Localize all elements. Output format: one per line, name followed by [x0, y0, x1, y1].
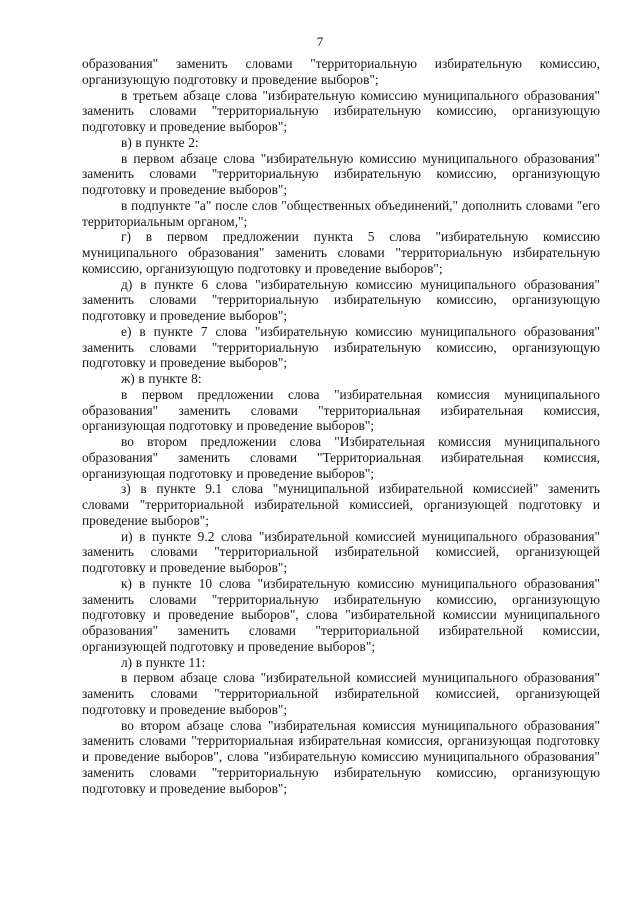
paragraph: и) в пункте 9.2 слова "избирательной комиссией муниципального образования" заменить словами "территориальной избирательной комиссией, организующей подготовку и проведение выборов";	[82, 528, 600, 575]
paragraph: в третьем абзаце слова "избирательную комиссию муниципального образования" заменить словами "территориальную избирательную комиссию, организующую подготовку и проведение выборов";	[82, 87, 600, 134]
document-body	[82, 56, 600, 796]
paragraph: д) в пункте 6 слова "избирательную комиссию муниципального образования" заменить словами "территориальную избирательную комиссию, организующую подготовку и проведение выборов";	[82, 276, 600, 323]
page-number: 7	[316, 34, 324, 49]
paragraph: г) в первом предложении пункта 5 слова "избирательную комиссию муниципального образования" заменить словами "территориальную избирательную комиссию, организующую подготовку и проведение выборов";	[82, 229, 600, 276]
paragraph: в) в пункте 2:	[121, 134, 199, 150]
paragraph: з) в пункте 9.1 слова "муниципальной избирательной комиссией" заменить словами "территориальной избирательной комиссией, организующей подготовку и проведение выборов";	[82, 481, 600, 528]
paragraph: во втором предложении слова "Избирательная комиссия муниципального образования" заменить словами "Территориальная избирательная комиссия, организующая подготовку и проведение выборов";	[82, 434, 600, 481]
paragraph: в подпункте "а" после слов "общественных объединений," дополнить словами "его территориальным органом,";	[82, 197, 600, 229]
paragraph: в первом абзаце слова "избирательной комиссией муниципального образования" заменить словами "территориальной избирательной комиссией, организующей подготовку и проведение выборов";	[82, 670, 600, 717]
paragraph: в первом предложении слова "избирательная комиссия муниципального образования" заменить словами "территориальная избирательная комиссия, организующая подготовку и проведение выборов";	[82, 386, 600, 434]
paragraph: образования" заменить словами "территориальную избирательную комиссию, организующую подготовку и проведение выборов";	[82, 56, 600, 87]
paragraph: к) в пункте 10 слова "избирательную комиссию муниципального образования" заменить словами "территориальную избирательную комиссию, организующую подготовку и проведение выборов", слова "избирательной комиссии муниципального образования" заменить словами "территориальной избирательной комиссии, организующей подготовку и проведение выборов";	[82, 575, 600, 654]
paragraph: ж) в пункте 8:	[121, 371, 202, 386]
paragraph: е) в пункте 7 слова "избирательную комиссию муниципального образования" заменить словами "территориальную избирательную комиссию, организующую подготовку и проведение выборов";	[82, 323, 600, 371]
paragraph: л) в пункте 11:	[121, 654, 206, 670]
paragraph: во втором абзаце слова "избирательная комиссия муниципального образования" заменить словами "территориальная избирательная комиссия, организующая подготовку и проведение выборов", слова "избирательную комиссию муниципального образования" заменить словами "территориальную избирательную комиссию, организующую подготовку и проведение выборов";	[82, 717, 600, 796]
paragraph: в первом абзаце слова "избирательную комиссию муниципального образования" заменить словами "территориальную избирательную комиссию, организующую подготовку и проведение выборов";	[82, 150, 600, 197]
